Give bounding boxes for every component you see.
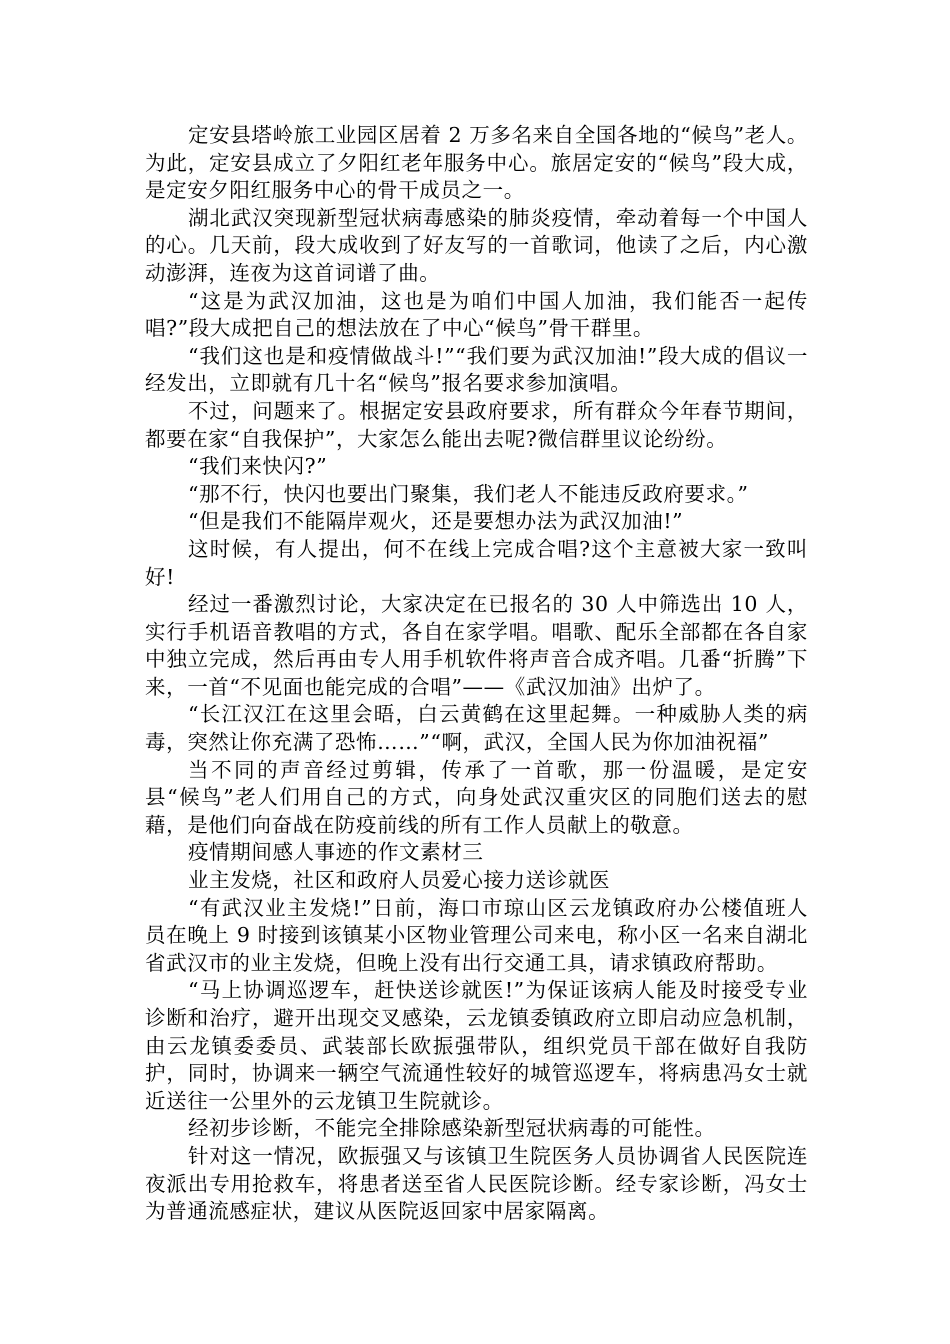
paragraph: “但是我们不能隔岸观火，还是要想办法为武汉加油!” [188,509,684,534]
paragraph: 湖北武汉突现新型冠状病毒感染的肺炎疫情，牵动着每一个中国人的心。几天前，段大成收到了好友写的一首歌词，他读了之后，内心激动澎湃，连夜为这首词谱了曲。 [145,205,808,285]
paragraph: “长江汉江在这里会晤，白云黄鹤在这里起舞。一种威胁人类的病毒，突然让你充满了恐怖……”“啊，武汉，全国人民为你加油祝福” [145,702,808,755]
section-heading: 疫情期间感人事迹的作文素材三 [188,840,484,865]
paragraph: “有武汉业主发烧!”日前，海口市琼山区云龙镇政府办公楼值班人员在晚上 9 时接到该镇某小区物业管理公司来电，称小区一名来自湖北省武汉市的业主发烧，但晚上没有出行交通工具，请求镇政府帮助。 [145,895,808,975]
paragraph: 经过一番激烈讨论，大家决定在已报名的 30 人中筛选出 10 人，实行手机语音教唱的方式，各自在家学唱。唱歌、配乐全部都在各自家中独立完成，然后再由专人用手机软件将声音合成齐唱。几番“折腾”下来，一首“不见面也能完成的合唱”——《武汉加油》出炉了。 [145,592,808,699]
paragraph: 针对这一情况，欧振强又与该镇卫生院医务人员协调省人民医院连夜派出专用抢救车，将患者送至省人民医院诊断。经专家诊断，冯女士为普通流感症状，建议从医院返回家中居家隔离。 [145,1143,808,1224]
paragraph: “这是为武汉加油，这也是为咱们中国人加油，我们能否一起传唱?”段大成把自己的想法放在了中心“候鸟”骨干群里。 [145,288,808,341]
document-body [145,122,808,1226]
paragraph: “那不行，快闪也要出门聚集，我们老人不能违反政府要求。” [188,481,749,506]
paragraph: “我们来快闪?” [188,454,328,479]
paragraph: “马上协调巡逻车，赶快送诊就医!”为保证该病人能及时接受专业诊断和治疗，避开出现交叉感染，云龙镇委镇政府立即启动应急机制，由云龙镇委委员、武装部长欧振强带队，组织党员干部在做好自我防护，同时，协调来一辆空气流通性较好的城管巡逻车，将病患冯女士就近送往一公里外的云龙镇卫生院就诊。 [145,978,808,1113]
paragraph: 经初步诊断，不能完全排除感染新型冠状病毒的可能性。 [188,1116,716,1141]
paragraph: 当不同的声音经过剪辑，传承了一首歌，那一份温暖，是定安县“候鸟”老人们用自己的方式，向身处武汉重灾区的同胞们送去的慰藉，是他们向奋战在防疫前线的所有工作人员献上的敬意。 [145,757,808,837]
paragraph: 不过，问题来了。根据定安县政府要求，所有群众今年春节期间，都要在家“自我保护”，大家怎么能出去呢?微信群里议论纷纷。 [145,398,808,451]
article-title: 业主发烧，社区和政府人员爱心接力送诊就医 [188,868,611,893]
paragraph: “我们这也是和疫情做战斗!”“我们要为武汉加油!”段大成的倡议一经发出，立即就有几十名“候鸟”报名要求参加演唱。 [145,343,808,396]
paragraph: 定安县塔岭旅工业园区居着 2 万多名来自全国各地的“候鸟”老人。为此，定安县成立了夕阳红老年服务中心。旅居定安的“候鸟”段大成，是定安夕阳红服务中心的骨干成员之一。 [145,123,808,203]
paragraph: 这时候，有人提出，何不在线上完成合唱?这个主意被大家一致叫好! [145,536,808,589]
